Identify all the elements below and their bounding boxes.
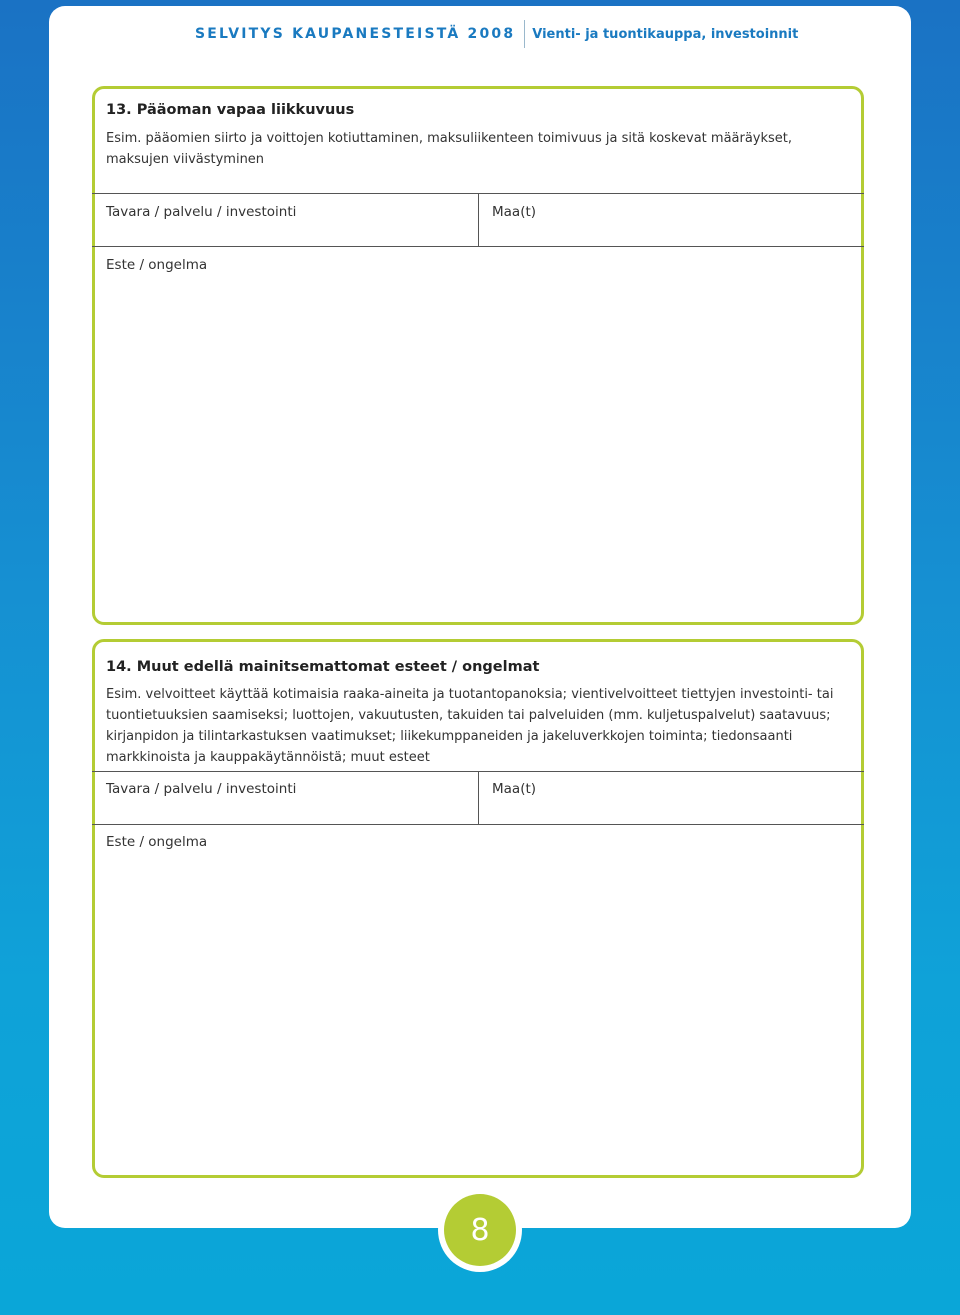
form-divider	[92, 824, 864, 825]
section-description: Esim. pääomien siirto ja voittojen kotiuttaminen, maksuliikenteen toimivuus ja sitä koskevat määräykset, maksujen viivästyminen	[106, 131, 793, 167]
section-13-form	[92, 86, 864, 625]
section-title: 13. Pääoman vapaa liikkuvuus	[106, 102, 355, 118]
goods-field-label: Tavara / palvelu / investointi	[106, 204, 297, 220]
field-separator	[478, 771, 479, 824]
header-divider	[524, 20, 525, 48]
page-header	[195, 19, 798, 49]
country-field-label: Maa(t)	[492, 204, 537, 220]
field-separator	[478, 193, 479, 246]
obstacle-field-label: Este / ongelma	[106, 257, 208, 273]
form-divider	[92, 246, 864, 247]
section-title: 14. Muut edellä mainitsemattomat esteet / ongelmat	[106, 659, 540, 675]
page-number-badge	[438, 1188, 522, 1272]
report-subtitle: Vienti- ja tuontikauppa, investoinnit	[532, 26, 799, 42]
report-title: SELVITYS KAUPANESTEISTÄ 2008	[195, 26, 516, 42]
section-description: Esim. velvoitteet käyttää kotimaisia raaka-aineita ja tuotantopanoksia; vientivelvoitteet tiettyjen investointi- tai tuontietuuksien saamiseksi; luottojen, vakuutusten, takuiden tai palveluiden (mm. kuljetuspalvelut) saatavuus; kirjanpidon ja tilintarkastuksen vaatimukset; liikekumppaneiden ja jakeluverkkojen toiminta; tiedonsaanti markkinoista ja kauppakäytännöistä; muut esteet	[106, 687, 834, 765]
page-number: 8	[444, 1194, 516, 1266]
obstacle-field-label: Este / ongelma	[106, 834, 208, 850]
goods-field-label: Tavara / palvelu / investointi	[106, 781, 297, 797]
section-14-form	[92, 639, 864, 1178]
country-field-label: Maa(t)	[492, 781, 537, 797]
